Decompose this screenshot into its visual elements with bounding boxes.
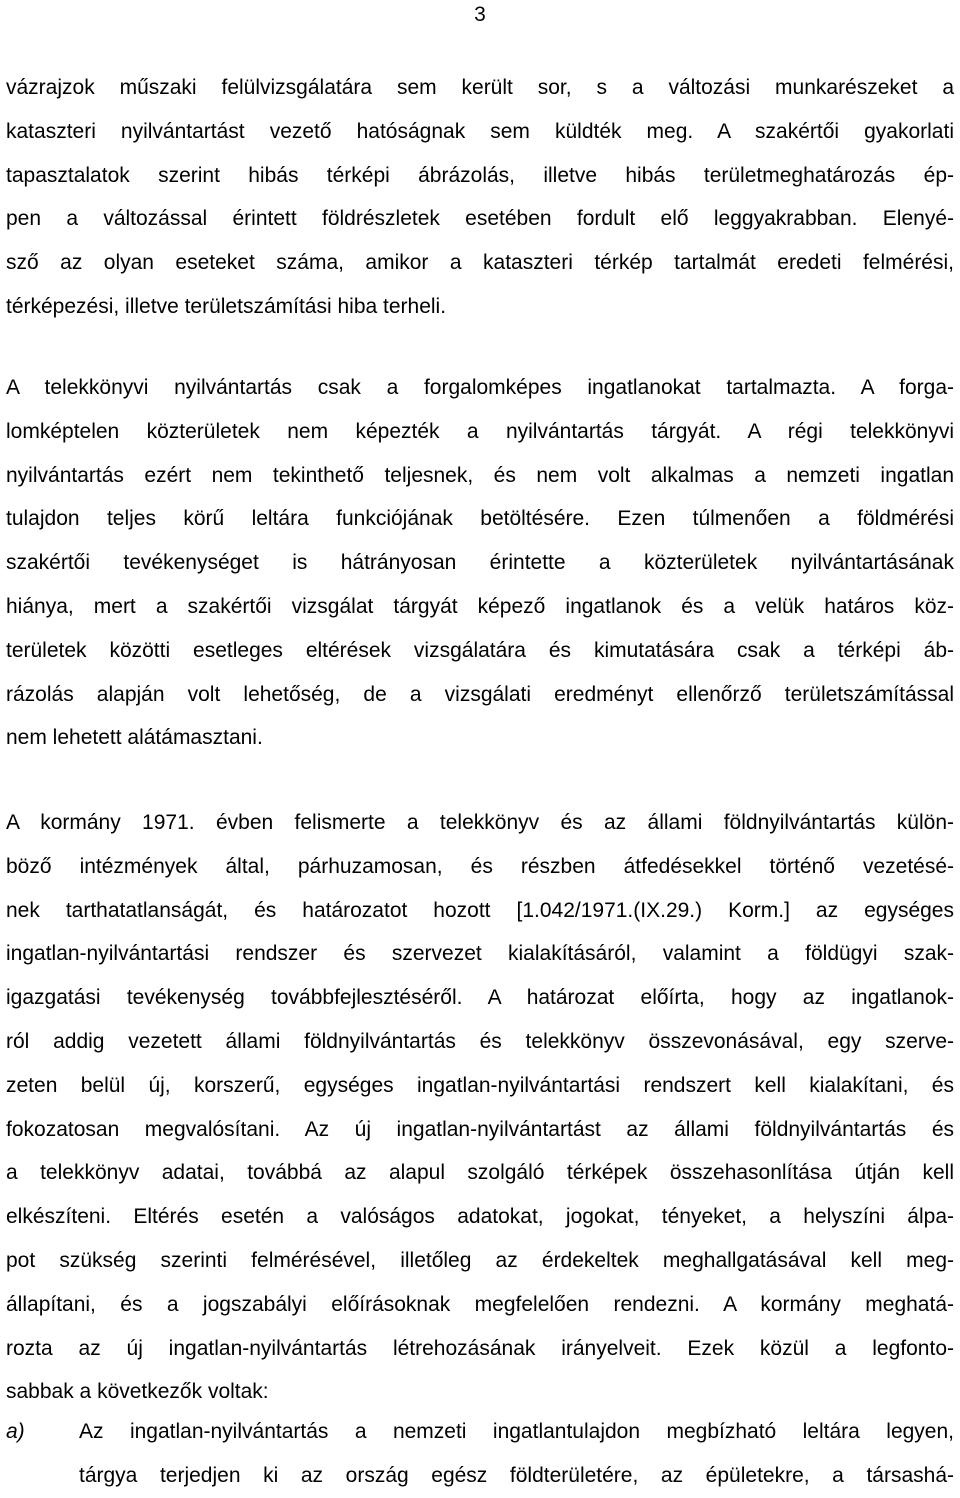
list-marker: a) bbox=[6, 1420, 25, 1443]
text-line: kataszteri nyilvántartást vezető hatóságnak sem küldték meg. A szakértői gyakorlati bbox=[6, 119, 954, 143]
paragraph-3 bbox=[6, 801, 954, 1414]
text-line: Az ingatlan-nyilvántartás a nemzeti ingatlantulajdon megbízható leltára legyen, bbox=[79, 1420, 954, 1443]
text-line: tulajdon teljes körű leltára funkciójának betöltésére. Ezen túlmenően a földmérési bbox=[6, 507, 954, 531]
text-line: fokozatosan megvalósítani. Az új ingatlan-nyilvántartást az állami földnyilvántartás és bbox=[6, 1117, 954, 1141]
text-line: A telekkönyvi nyilvántartás csak a forgalomképes ingatlanokat tartalmazta. A forga- bbox=[6, 376, 954, 399]
text-line: nem lehetett alátámasztani. bbox=[6, 726, 263, 750]
text-line: rozta az új ingatlan-nyilvántartás létrehozásának irányelveit. Ezek közül a legfonto- bbox=[6, 1336, 954, 1360]
text-line: A kormány 1971. évben felismerte a telekkönyv és az állami földnyilvántartás külön- bbox=[6, 811, 954, 834]
text-line: hiánya, mert a szakértői vizsgálat tárgyát képező ingatlanok és a velük határos köz- bbox=[6, 594, 954, 618]
text-line: pot szükség szerinti felmérésével, illetőleg az érdekeltek meghallgatásával kell meg- bbox=[6, 1248, 954, 1272]
page-number: 3 bbox=[474, 3, 486, 26]
text-line: sző az olyan eseteket száma, amikor a kataszteri térkép tartalmát eredeti felmérési, bbox=[6, 251, 954, 275]
text-line: zeten belül új, korszerű, egységes ingatlan-nyilvántartási rendszert kell kialakítani, és bbox=[6, 1073, 954, 1097]
text-line: pen a változással érintett földrészletek esetében fordult elő leggyakrabban. Elenyé- bbox=[6, 207, 954, 231]
text-line: tapasztalatok szerint hibás térképi ábrázolás, illetve hibás területmeghatározás ép- bbox=[6, 163, 954, 187]
text-line: elkészíteni. Eltérés esetén a valóságos adatokat, jogokat, tényeket, a helyszíni álpa- bbox=[6, 1205, 954, 1229]
text-line: térképezési, illetve területszámítási hiba terheli. bbox=[6, 294, 447, 318]
text-line: ról addig vezetett állami földnyilvántartás és telekkönyv összevonásával, egy szerve- bbox=[6, 1029, 954, 1053]
paragraph-1 bbox=[6, 66, 954, 329]
text-line: igazgatási tevékenység továbbfejlesztéséről. A határozat előírta, hogy az ingatlanok- bbox=[6, 986, 954, 1010]
text-line: a telekkönyv adatai, továbbá az alapul szolgáló térképek összehasonlítása útján kell bbox=[6, 1161, 954, 1185]
text-line: rázolás alapján volt lehetőség, de a vizsgálati eredményt ellenőrző területszámítással bbox=[6, 682, 954, 706]
text-line: vázrajzok műszaki felülvizsgálatára sem került sor, s a változási munkarészeket a bbox=[6, 76, 954, 99]
paragraph-2 bbox=[6, 366, 954, 760]
text-line: böző intézmények által, párhuzamosan, és részben átfedésekkel történő vezetésé- bbox=[6, 854, 954, 878]
text-line: sabbak a következők voltak: bbox=[6, 1380, 269, 1404]
text-line: tárgya terjedjen ki az ország egész földterületére, az épületekre, a társashá- bbox=[79, 1463, 954, 1487]
text-line: ingatlan-nyilvántartási rendszer és szervezet kialakításáról, valamint a földügyi szak- bbox=[6, 942, 954, 966]
list-item-body bbox=[79, 1410, 954, 1498]
text-line: területek közötti esetleges eltérések vizsgálatára és kimutatására csak a térképi áb- bbox=[6, 638, 954, 662]
text-line: lomképtelen közterületek nem képezték a nyilvántartás tárgyát. A régi telekkönyvi bbox=[6, 419, 954, 443]
text-line: állapítani, és a jogszabályi előírásoknak megfelelően rendezni. A kormány meghatá- bbox=[6, 1292, 954, 1316]
text-line: nek tarthatatlanságát, és határozatot hozott [1.042/1971.(IX.29.) Korm.] az egységes bbox=[6, 898, 954, 922]
text-line: nyilvántartás ezért nem tekinthető teljesnek, és nem volt alkalmas a nemzeti ingatlan bbox=[6, 463, 954, 487]
text-line: szakértői tevékenységet is hátrányosan érintette a közterületek nyilvántartásának bbox=[6, 551, 954, 575]
